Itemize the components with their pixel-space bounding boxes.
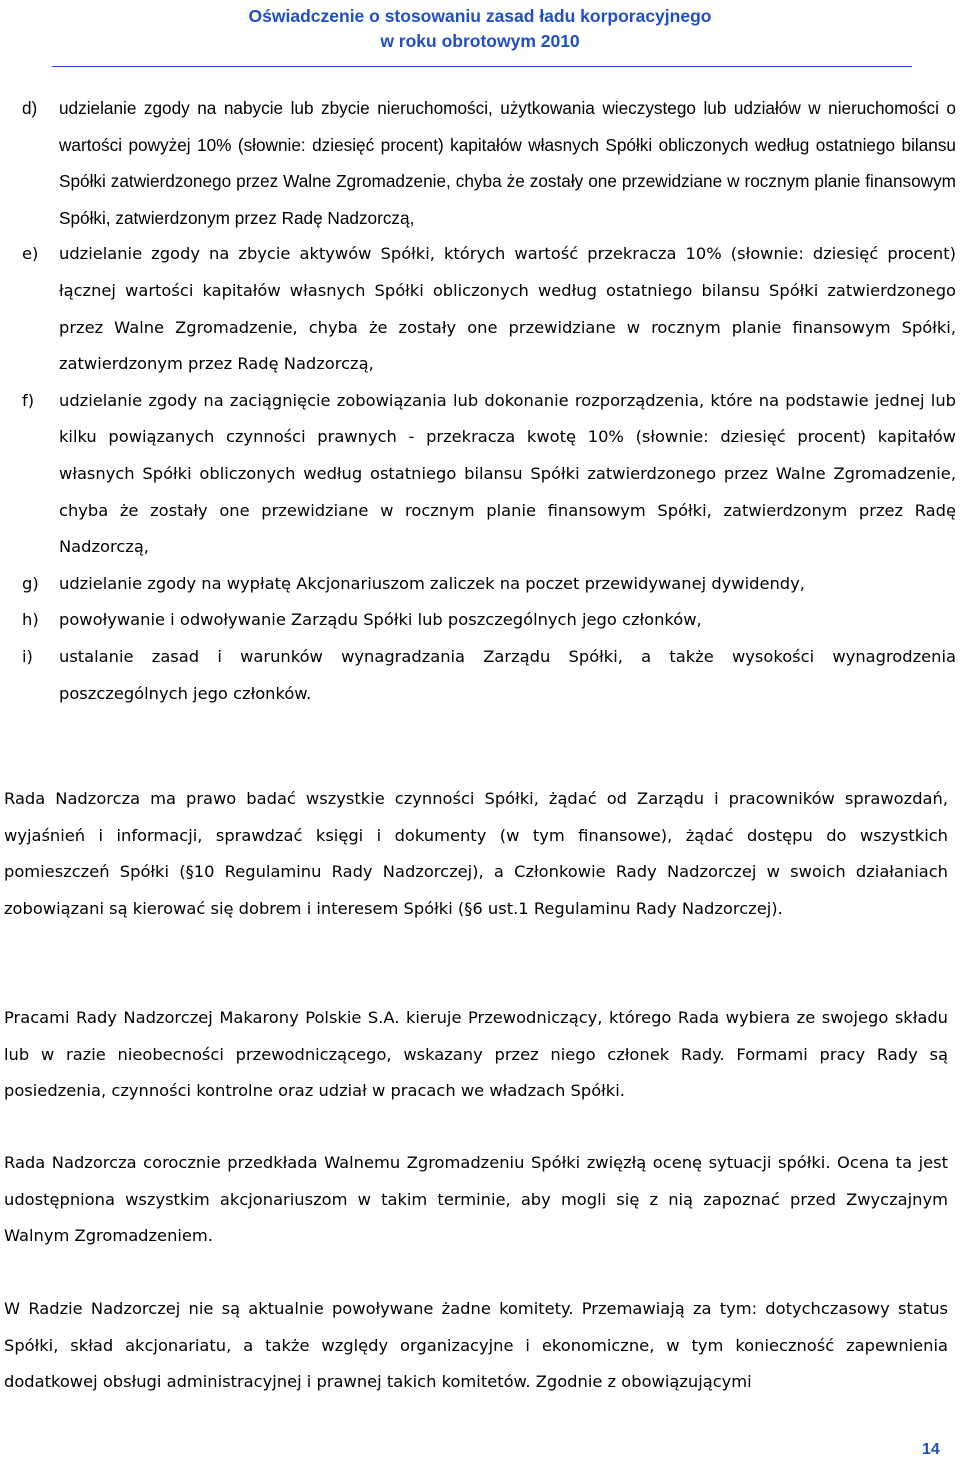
header-divider (52, 66, 912, 67)
list-item-i (0, 639, 960, 712)
list-marker: e) (22, 244, 39, 264)
paragraph-committees: W Radzie Nadzorczej nie są aktualnie powoływane żadne komitety. Przemawiają za tym: dotychczasowy status Spółki, skład akcjonariatu, a także względy organizacyjne i ekonomiczne, w tym konieczność zapewnienia dodatkowej obsługi administracyjnej i prawnej takich komitetów. Zgodnie z obowiązującymi (4, 1299, 948, 1391)
paragraph-rights: Rada Nadzorcza ma prawo badać wszystkie czynności Spółki, żądać od Zarządu i pracowników sprawozdań, wyjaśnień i informacji, sprawdzać księgi i dokumenty (w tym finansowe), żądać dostępu do wszystkich pomieszczeń Spółki (§10 Regulaminu Rady Nadzorczej), a Członkowie Rady Nadzorczej w swoich działaniach zobowiązani są kierować się dobrem i interesem Spółki (§6 ust.1 Regulaminu Rady Nadzorczej). (4, 789, 948, 918)
list-item-text: udzielanie zgody na wypłatę Akcjonariuszom zaliczek na poczet przewidywanej dywidendy, (59, 573, 805, 593)
list-item-h (0, 602, 960, 639)
list-item-e (0, 236, 960, 382)
competence-list (0, 90, 960, 712)
paragraph-chairman: Pracami Rady Nadzorczej Makarony Polskie S.A. kieruje Przewodniczący, którego Rada wybiera ze swojego składu lub w razie nieobecności przewodniczącego, wskazany przez niego członek Rady. Formami pracy Rady są posiedzenia, czynności kontrolne oraz udział w pracach we władzach Spółki. (4, 1008, 948, 1100)
list-marker: f) (22, 390, 35, 410)
list-marker: g) (22, 573, 39, 593)
list-item-text: udzielanie zgody na zaciągnięcie zobowiązania lub dokonanie rozporządzenia, które na podstawie jednej lub kilku powiązanych czynności prawnych - przekracza kwotę 10% (słownie: dziesięć procent) kapitałów własnych Spółki obliczonych według ostatniego bilansu Spółki zatwierdzonego przez Walne Zgromadzenie, chyba że zostały one przewidziane w rocznym planie finansowym Spółki, zatwierdzonym przez Radę Nadzorczą, (59, 390, 956, 557)
list-marker: i) (22, 646, 33, 666)
header-title: Oświadczenie o stosowaniu zasad ładu korporacyjnego (248, 6, 712, 26)
paragraph-assessment: Rada Nadzorcza corocznie przedkłada Walnemu Zgromadzeniu Spółki zwięzłą ocenę sytuacji spółki. Ocena ta jest udostępniona wszystkim akcjonariuszom w takim terminie, aby mogli się z nią zapoznać przed Zwyczajnym Walnym Zgromadzeniem. (4, 1153, 948, 1245)
list-item-g (0, 566, 960, 603)
list-item-text: udzielanie zgody na zbycie aktywów Spółki, których wartość przekracza 10% (słownie: dziesięć procent) łącznej wartości kapitałów własnych Spółki obliczonych według ostatniego bilansu Spółki zatwierdzonego przez Walne Zgromadzenie, chyba że zostały one przewidziane w rocznym planie finansowym Spółki, zatwierdzonym przez Radę Nadzorczą, (59, 244, 956, 374)
list-marker: h) (22, 610, 39, 630)
list-item-f (0, 383, 960, 566)
list-item-text: ustalanie zasad i warunków wynagradzania Zarządu Spółki, a także wysokości wynagrodzenia poszczególnych jego członków. (59, 646, 956, 703)
list-marker: d) (22, 98, 38, 118)
list-item-d (0, 90, 960, 236)
header-subtitle: w roku obrotowym 2010 (380, 31, 580, 51)
page-number: 14 (922, 1441, 940, 1458)
list-item-text: powoływanie i odwoływanie Zarządu Spółki lub poszczególnych jego członków, (59, 610, 702, 630)
page-header (0, 4, 960, 54)
list-item-text: udzielanie zgody na nabycie lub zbycie nieruchomości, użytkowania wieczystego lub udziałów w nieruchomości o wartości powyżej 10% (słownie: dziesięć procent) kapitałów własnych Spółki obliczonych według ostatniego bilansu Spółki zatwierdzonego przez Walne Zgromadzenie, chyba że zostały one przewidziane w rocznym planie finansowym Spółki, zatwierdzonym przez Radę Nadzorczą, (59, 98, 956, 228)
